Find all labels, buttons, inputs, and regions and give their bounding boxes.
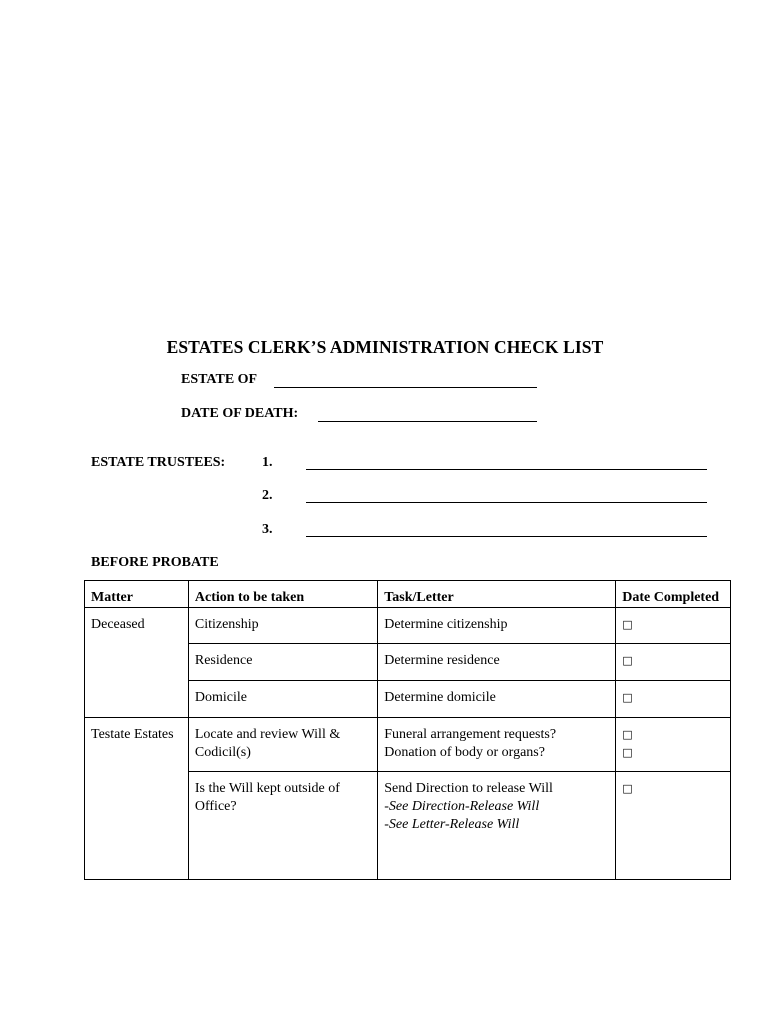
table-header-row [85, 581, 731, 608]
header-action: Action to be taken [188, 581, 377, 608]
matter-cell: Deceased [85, 608, 189, 718]
action-text: Codicil(s) [194, 745, 251, 760]
checkbox-icon[interactable]: □ [622, 746, 633, 759]
action-cell [188, 608, 377, 644]
date-completed-cell [616, 608, 731, 644]
action-cell [188, 772, 377, 880]
table-row [85, 608, 731, 644]
checklist-table [84, 580, 731, 880]
trustee-2-field[interactable] [306, 502, 707, 503]
checkbox-icon[interactable]: □ [622, 618, 633, 631]
task-text: Determine domicile [384, 690, 496, 705]
trustee-3-field[interactable] [306, 536, 707, 537]
checkbox-icon[interactable]: □ [622, 782, 633, 795]
action-text: Residence [194, 653, 253, 668]
page-title: ESTATES CLERK’S ADMINISTRATION CHECK LIST [166, 337, 604, 357]
section-heading: BEFORE PROBATE [91, 555, 219, 570]
action-cell [188, 644, 377, 681]
checkbox-icon[interactable]: □ [622, 728, 633, 741]
trustee-number-3: 3. [262, 522, 273, 537]
matter-cell: Testate Estates [85, 718, 189, 880]
date-completed-cell [616, 718, 731, 772]
task-cell [378, 608, 616, 644]
task-cell [378, 644, 616, 681]
task-text: Funeral arrangement requests? [384, 727, 557, 742]
action-text: Office? [194, 799, 237, 814]
task-cell [378, 772, 616, 880]
action-cell [188, 681, 377, 718]
header-matter: Matter [85, 581, 189, 608]
estate-of-field[interactable] [274, 387, 537, 388]
date-completed-cell [616, 644, 731, 681]
task-text: Determine citizenship [384, 617, 508, 632]
header-task: Task/Letter [378, 581, 616, 608]
action-text: Citizenship [194, 617, 259, 632]
task-text: Determine residence [384, 653, 500, 668]
date-completed-cell [616, 681, 731, 718]
trustee-number-1: 1. [262, 455, 273, 470]
checkbox-icon[interactable]: □ [622, 654, 633, 667]
task-text: Donation of body or organs? [384, 745, 545, 760]
table-row [85, 718, 731, 772]
task-cell [378, 681, 616, 718]
action-text: Locate and review Will & [194, 727, 341, 742]
task-reference-text: -See Letter-Release Will [384, 817, 520, 832]
checkbox-icon[interactable]: □ [622, 691, 633, 704]
task-text: Send Direction to release Will [384, 781, 553, 796]
task-cell [378, 718, 616, 772]
estate-trustees-label: ESTATE TRUSTEES: [91, 455, 226, 470]
date-of-death-field[interactable] [318, 421, 537, 422]
task-reference-text: -See Direction-Release Will [384, 799, 540, 814]
header-date-completed: Date Completed [616, 581, 731, 608]
trustee-1-field[interactable] [306, 469, 707, 470]
action-cell [188, 718, 377, 772]
estate-of-label: ESTATE OF [181, 372, 258, 387]
date-completed-cell [616, 772, 731, 880]
date-of-death-label: DATE OF DEATH: [181, 406, 299, 421]
trustee-number-2: 2. [262, 488, 273, 503]
action-text: Domicile [194, 690, 247, 705]
action-text: Is the Will kept outside of [194, 781, 340, 796]
